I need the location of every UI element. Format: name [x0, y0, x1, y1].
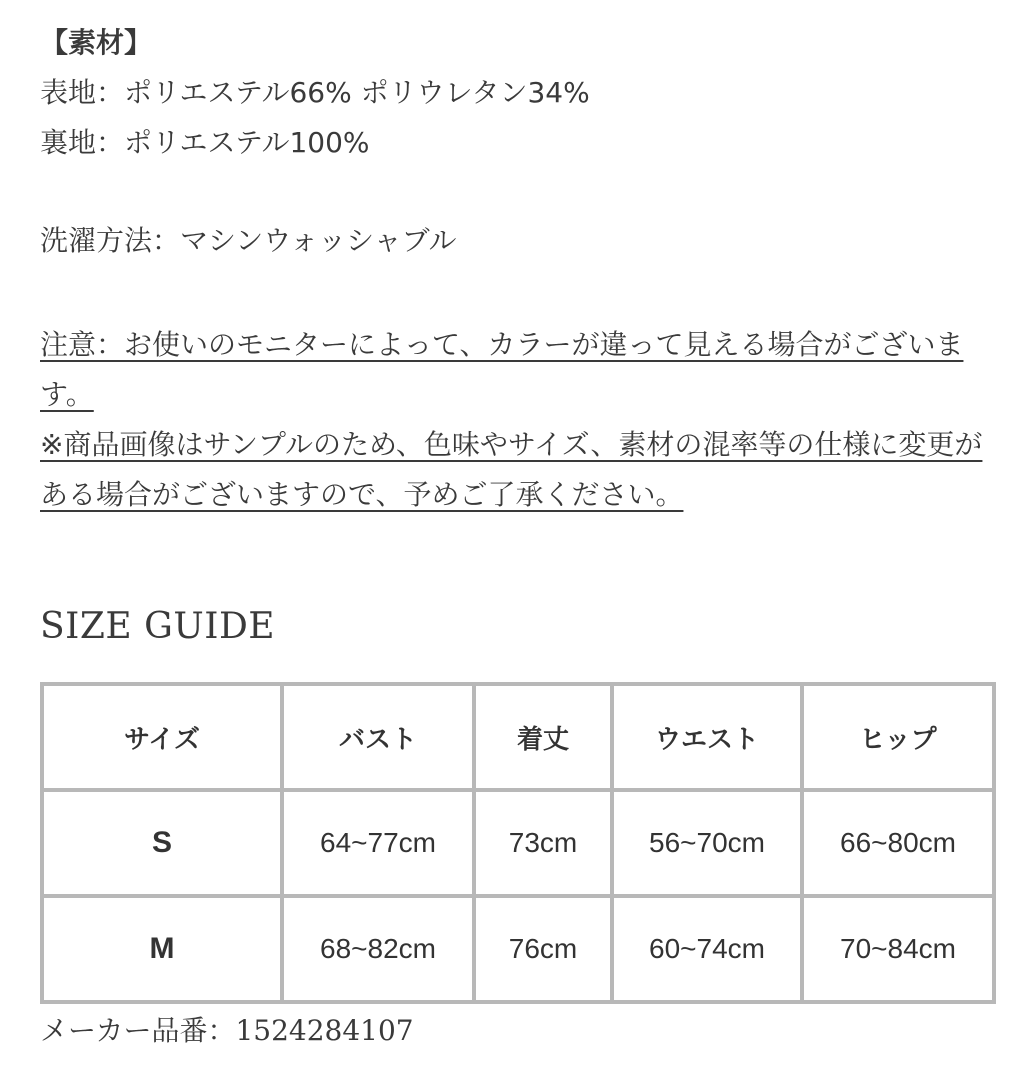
header-hip: ヒップ: [804, 686, 992, 788]
maker-label: メーカー品番：: [40, 1014, 236, 1047]
maker-number-value: 1524284107: [235, 1014, 414, 1047]
waist-value: 56~70cm: [614, 792, 800, 894]
notes-section: [40, 320, 1000, 520]
bust-value: 64~77cm: [284, 792, 472, 894]
table-row: [44, 792, 992, 894]
material-outer-fabric: 表地：ポリエステル66% ポリウレタン34%: [40, 76, 590, 109]
hip-value: 70~84cm: [804, 898, 992, 1000]
header-bust: バスト: [284, 686, 472, 788]
size-table: [40, 682, 996, 1004]
size-table-header-row: [44, 686, 992, 788]
maker-part-number: [40, 1006, 414, 1056]
note-sample-spec: ※商品画像はサンプルのため、色味やサイズ、素材の混率等の仕様に変更がある場合がございますので、予めご了承ください。: [40, 428, 983, 511]
note-monitor-color: 注意：お使いのモニターによって、カラーが違って見える場合がございます。: [40, 328, 964, 411]
header-length: 着丈: [476, 686, 610, 788]
bust-value: 68~82cm: [284, 898, 472, 1000]
length-value: 76cm: [476, 898, 610, 1000]
waist-value: 60~74cm: [614, 898, 800, 1000]
length-value: 73cm: [476, 792, 610, 894]
material-lining: 裏地：ポリエステル100%: [40, 126, 370, 159]
header-waist: ウエスト: [614, 686, 800, 788]
hip-value: 66~80cm: [804, 792, 992, 894]
material-heading: 【素材】: [40, 26, 153, 59]
washing-method: 洗濯方法：マシンウォッシャブル: [40, 224, 457, 257]
size-label: S: [44, 792, 280, 894]
size-guide-title: SIZE GUIDE: [40, 606, 276, 647]
header-size: サイズ: [44, 686, 280, 788]
size-label: M: [44, 898, 280, 1000]
table-row: [44, 898, 992, 1000]
